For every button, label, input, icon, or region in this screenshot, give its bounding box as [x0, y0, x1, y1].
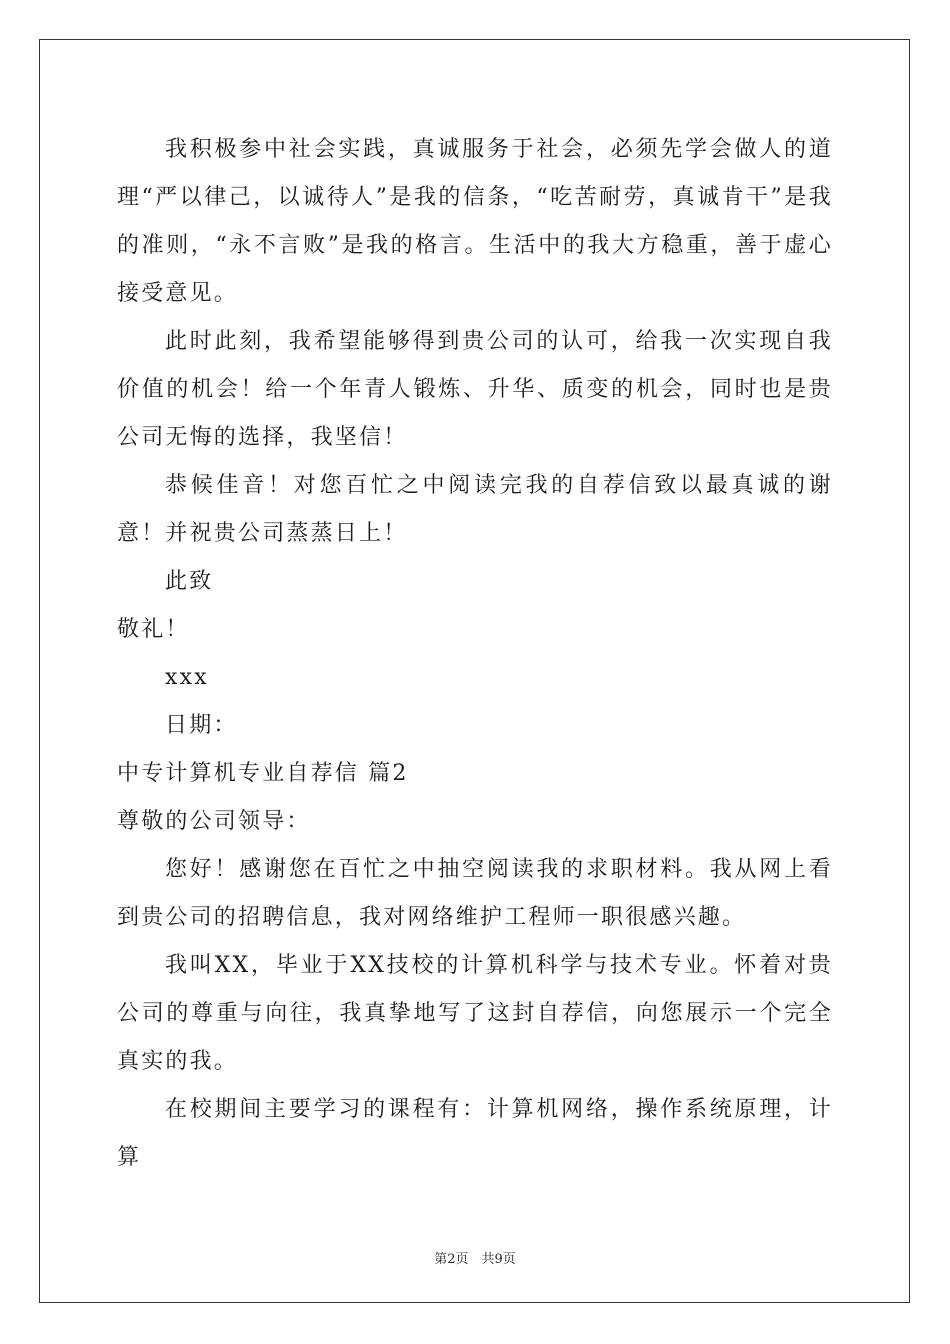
- signature-date: 日期：: [165, 713, 238, 738]
- paragraph-hope-recognition: 此时此刻，我希望能够得到贵公司的认可，给我一次实现自我价值的机会！给一个年青人锻炼、升华、质变的机会，同时也是贵公司无悔的选择，我坚信！: [117, 329, 833, 450]
- closing-respect: 敬礼！: [117, 617, 190, 642]
- paragraph-background: 我叫XX，毕业于XX技校的计算机科学与技术专业。怀着对贵公司的尊重与向往，我真挚地写了这封自荐信，向您展示一个完全真实的我。: [117, 953, 833, 1074]
- paragraph-courses: 在校期间主要学习的课程有：计算机网络，操作系统原理，计算: [117, 1097, 833, 1170]
- paragraph-thanks: 恭候佳音！对您百忙之中阅读完我的自荐信致以最真诚的谢意！并祝贵公司蒸蒸日上！: [117, 473, 833, 546]
- page-number-footer: 第2页 共9页: [434, 1252, 516, 1267]
- document-body: [117, 126, 833, 1182]
- paragraph-intro: 您好！感谢您在百忙之中抽空阅读我的求职材料。我从网上看到贵公司的招聘信息，我对网络维护工程师一职很感兴趣。: [117, 857, 833, 930]
- paragraph-social-practice: 我积极参中社会实践，真诚服务于社会，必须先学会做人的道理“严以律己，以诚待人”是我的信条，“吃苦耐劳，真诚肯干”是我的准则，“永不言败”是我的格言。生活中的我大方稳重，善于虚心接受意见。: [117, 137, 833, 306]
- signature-name: xxx: [165, 665, 209, 690]
- section-title: 中专计算机专业自荐信 篇2: [117, 761, 409, 786]
- closing-salutation: 此致: [165, 569, 214, 594]
- letter-greeting: 尊敬的公司领导：: [117, 809, 311, 834]
